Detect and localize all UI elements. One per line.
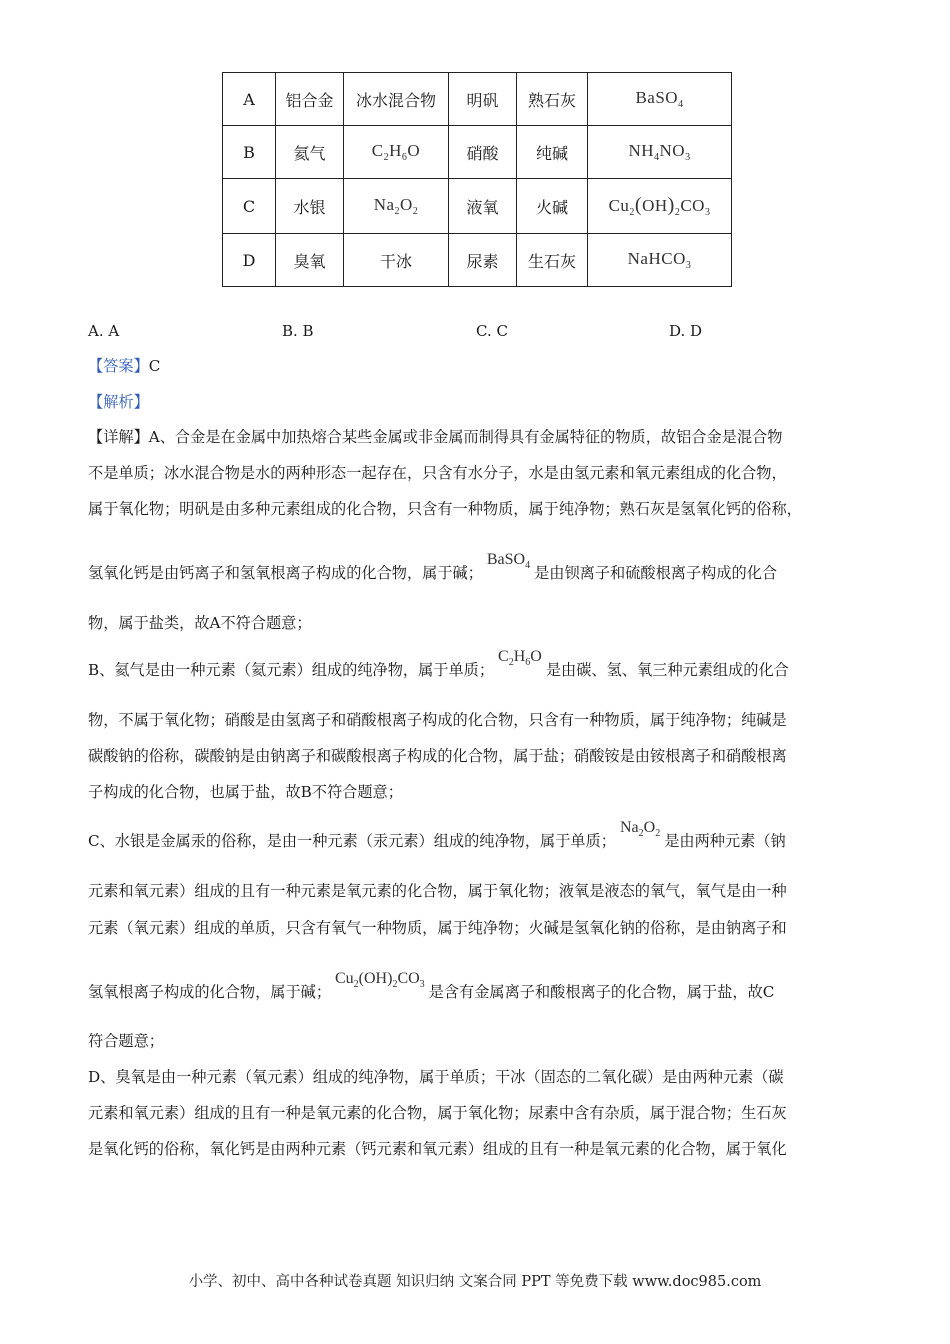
formula-inline: $Na_2O_2$ xyxy=(620,819,661,839)
text-line: 物，属于盐类，故A不符合题意； xyxy=(88,614,312,632)
answer-line xyxy=(88,356,160,376)
answer-value: C xyxy=(148,357,161,375)
table-row xyxy=(223,179,732,234)
text-span: 是由两种元素（钠 xyxy=(664,832,786,850)
row-label: C xyxy=(223,179,276,234)
table-cell: 干冰 xyxy=(344,234,449,287)
table-cell: 铝合金 xyxy=(276,73,344,126)
text-line: 元素（氧元素）组成的单质，只含有氧气一种物质，属于纯净物；火碱是氢氧化钠的俗称，是由钠离子和 xyxy=(88,919,787,937)
row-label: A xyxy=(223,73,276,126)
table-cell: 液氧 xyxy=(449,179,517,234)
text-line xyxy=(88,648,789,687)
text-line xyxy=(88,427,782,447)
detail-tag: 【详解】 xyxy=(88,428,149,446)
option-b: B. B xyxy=(282,322,314,340)
formula-cell: $Na_2O_2$ xyxy=(344,179,449,234)
text-line: 是氧化钙的俗称，氧化钙是由两种元素（钙元素和氧元素）组成的且有一种是氧元素的化合物，属于氧化 xyxy=(88,1140,787,1158)
text-line: 物，不属于氧化物；硝酸是由氢离子和硝酸根离子构成的化合物，只含有一种物质，属于纯净物；纯碱是 xyxy=(88,711,787,729)
text-span: 是由钡离子和硫酸根离子构成的化合 xyxy=(534,564,778,582)
formula-cell: BaSO$_4$ xyxy=(588,73,732,126)
option-d: D. D xyxy=(669,322,703,340)
row-label: D xyxy=(223,234,276,287)
table-cell: 明矾 xyxy=(449,73,517,126)
text-span: 氢氧化钙是由钙离子和氢氧根离子构成的化合物，属于碱； xyxy=(88,564,483,582)
table-row xyxy=(223,73,732,126)
formula-cell: NaHCO$_3$ xyxy=(588,234,732,287)
table-cell: 臭氧 xyxy=(276,234,344,287)
table-cell: 纯碱 xyxy=(517,126,588,179)
text-span: 是含有金属离子和酸根离子的化合物，属于盐，故C xyxy=(428,983,775,1001)
text-line xyxy=(88,819,786,858)
table-row xyxy=(223,126,732,179)
option-a: A. A xyxy=(88,322,120,340)
table-row xyxy=(223,234,732,287)
table-cell: 水银 xyxy=(276,179,344,234)
formula-cell: $NH_4NO_3$ xyxy=(588,126,732,179)
text-line xyxy=(88,970,775,1009)
table-cell: 尿素 xyxy=(449,234,517,287)
text-span: B、氦气是由一种元素（氦元素）组成的纯净物，属于单质； xyxy=(88,661,495,679)
text-line: 碳酸钠的俗称，碳酸钠是由钠离子和碳酸根离子构成的化合物，属于盐；硝酸铵是由铵根离子和硝酸根离 xyxy=(88,747,787,765)
text-span: A、合金是在金属中加热熔合某些金属或非金属而制得具有金属特征的物质，故铝合金是混合物 xyxy=(148,428,783,446)
text-line: D、臭氧是由一种元素（氧元素）组成的纯净物，属于单质；干冰（固态的二氧化碳）是由两种元素（碳 xyxy=(88,1068,784,1086)
formula-cell: $Cu_2(OH)_2CO_3$ xyxy=(588,179,732,234)
row-label: B xyxy=(223,126,276,179)
text-span: 氢氧根离子构成的化合物，属于碱； xyxy=(88,983,331,1001)
option-c: C. C xyxy=(476,322,508,340)
table-cell: 氦气 xyxy=(276,126,344,179)
text-span: 是由碳、氢、氧三种元素组成的化合 xyxy=(545,661,789,679)
formula-cell: $C_2H_6O$ xyxy=(344,126,449,179)
table-cell: 火碱 xyxy=(517,179,588,234)
text-line: 属于氧化物；明矾是由多种元素组成的化合物，只含有一种物质，属于纯净物；熟石灰是氢氧化钙的俗称， xyxy=(88,500,802,518)
classification-table xyxy=(222,72,732,287)
text-line xyxy=(88,551,778,590)
formula-inline: BaSO$_4$ xyxy=(486,551,531,571)
answer-tag: 【答案】 xyxy=(88,357,149,375)
table-cell: 熟石灰 xyxy=(517,73,588,126)
table-cell: 硝酸 xyxy=(449,126,517,179)
formula-inline: $Cu_2(OH)_2CO_3$ xyxy=(335,970,425,990)
page-footer: 小学、初中、高中各种试卷真题 知识归纳 文案合同 PPT 等免费下载 www.doc985.com xyxy=(188,1274,762,1290)
text-line: 不是单质；冰水混合物是水的两种形态一起存在，只含有水分子，水是由氢元素和氧元素组成的化合物， xyxy=(88,464,787,482)
analysis-line xyxy=(88,392,149,412)
text-line: 元素和氧元素）组成的且有一种元素是氧元素的化合物，属于氧化物；液氧是液态的氧气，氧气是由一种 xyxy=(88,882,787,900)
formula-inline: $C_2H_6O$ xyxy=(498,648,542,668)
text-line: 元素和氧元素）组成的且有一种是氧元素的化合物，属于氧化物；尿素中含有杂质，属于混合物；生石灰 xyxy=(88,1104,787,1122)
text-line: 子构成的化合物，也属于盐，故B不符合题意； xyxy=(88,783,403,801)
table-cell: 生石灰 xyxy=(517,234,588,287)
text-span: C、水银是金属汞的俗称，是由一种元素（汞元素）组成的纯净物，属于单质； xyxy=(88,832,616,850)
analysis-tag: 【解析】 xyxy=(88,393,149,411)
text-line: 符合题意； xyxy=(88,1032,164,1050)
table-cell: 冰水混合物 xyxy=(344,73,449,126)
